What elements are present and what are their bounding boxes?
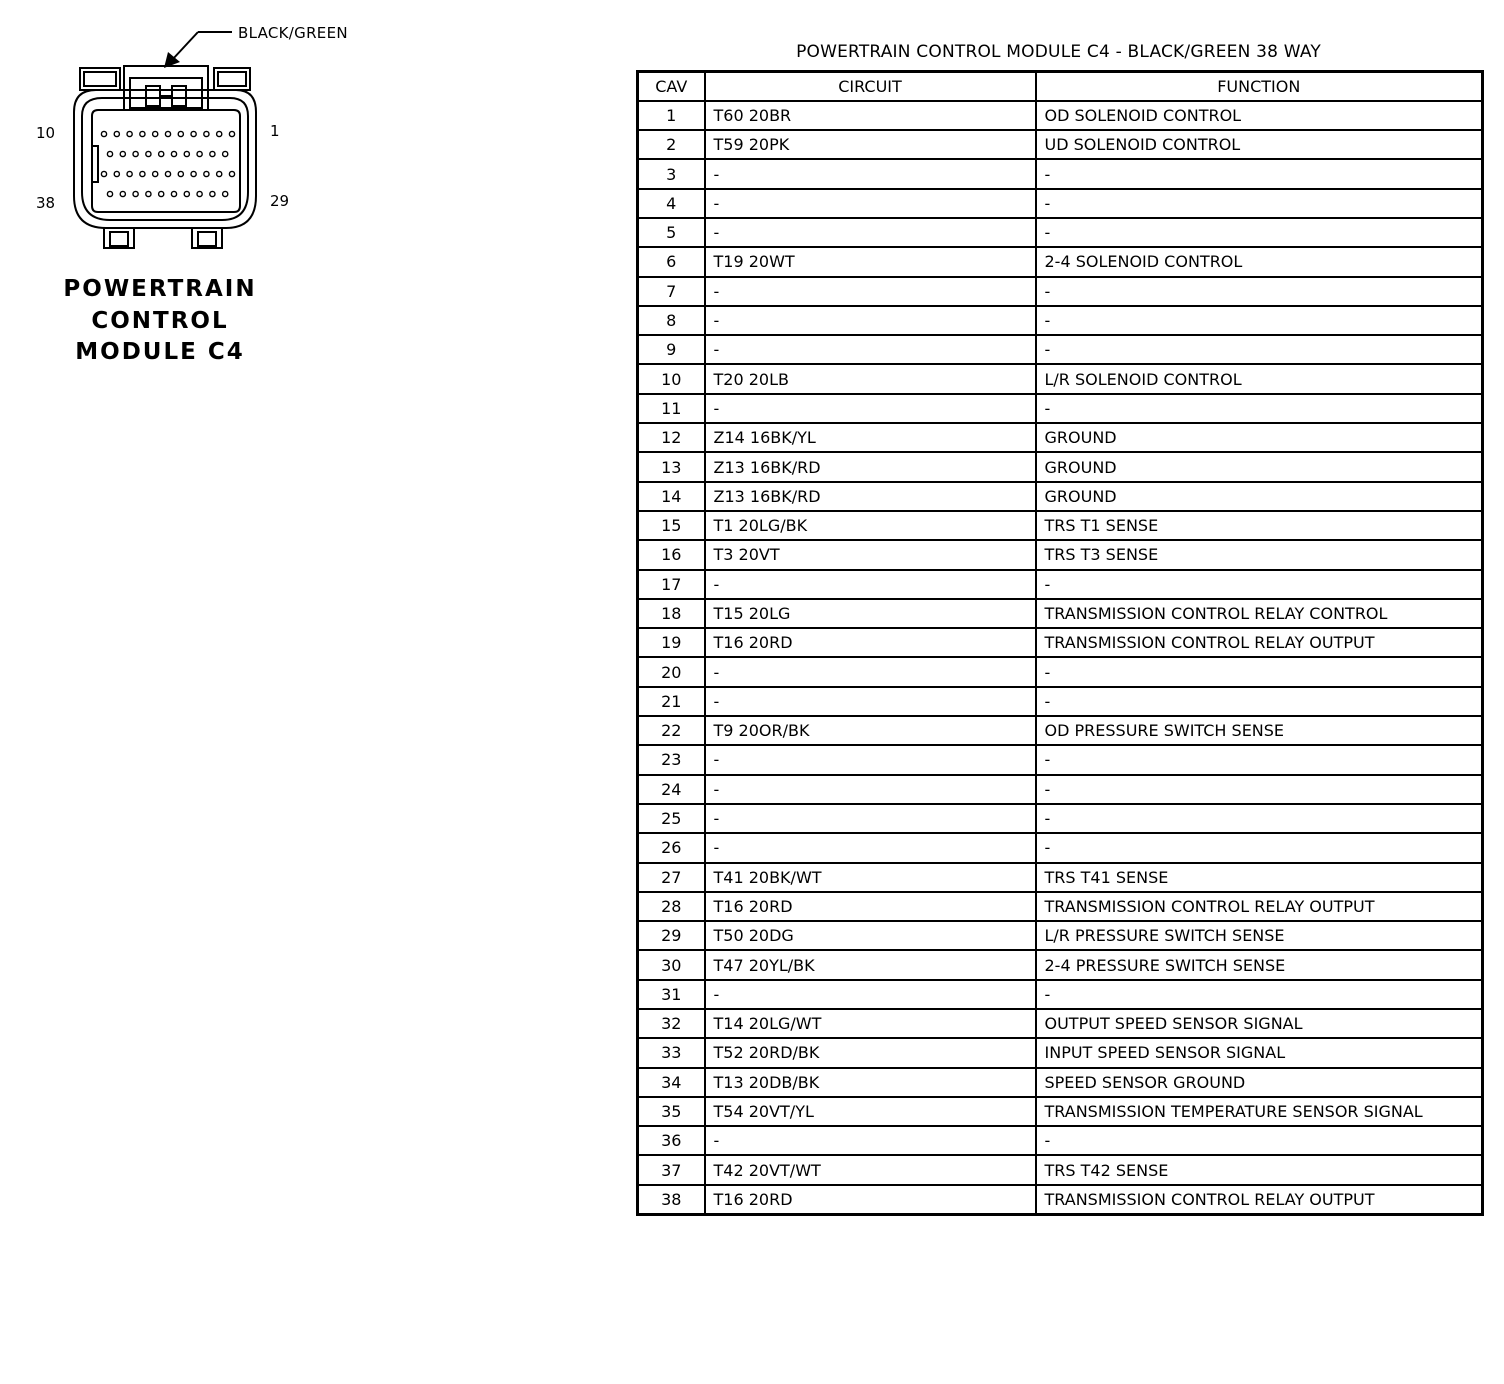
pin-hole (101, 131, 106, 136)
cell-cav: 4 (638, 189, 705, 218)
pin-hole (133, 191, 138, 196)
cell-cav: 3 (638, 159, 705, 188)
pin-hole (197, 191, 202, 196)
cell-circuit: T9 20OR/BK (705, 716, 1036, 745)
table-header-row (638, 72, 1483, 101)
cell-cav: 11 (638, 394, 705, 423)
cell-function: GROUND (1036, 452, 1483, 481)
cell-cav: 15 (638, 511, 705, 540)
pin-label-10: 10 (36, 124, 56, 142)
pinout-table-body (638, 101, 1483, 1214)
pin-hole (171, 191, 176, 196)
callout-leader-arrow (164, 32, 232, 68)
table-row (638, 833, 1483, 862)
table-row (638, 394, 1483, 423)
cell-function: OUTPUT SPEED SENSOR SIGNAL (1036, 1009, 1483, 1038)
pin-hole (107, 191, 112, 196)
table-row (638, 599, 1483, 628)
cell-circuit: T52 20RD/BK (705, 1038, 1036, 1067)
pin-hole (210, 151, 215, 156)
cell-function: - (1036, 687, 1483, 716)
pin-hole (229, 171, 234, 176)
cell-circuit: - (705, 745, 1036, 774)
cell-function: OD PRESSURE SWITCH SENSE (1036, 716, 1483, 745)
cell-cav: 1 (638, 101, 705, 130)
cell-circuit: - (705, 306, 1036, 335)
table-row (638, 775, 1483, 804)
cell-cav: 31 (638, 980, 705, 1009)
cell-circuit: T13 20DB/BK (705, 1068, 1036, 1097)
cell-circuit: Z14 16BK/YL (705, 423, 1036, 452)
cell-circuit: - (705, 775, 1036, 804)
cell-circuit: - (705, 980, 1036, 1009)
cell-function: - (1036, 570, 1483, 599)
cell-function: L/R SOLENOID CONTROL (1036, 364, 1483, 393)
cell-function: TRANSMISSION CONTROL RELAY OUTPUT (1036, 628, 1483, 657)
table-row (638, 1038, 1483, 1067)
pin-hole (120, 151, 125, 156)
pin-hole (223, 191, 228, 196)
cell-circuit: - (705, 1126, 1036, 1155)
cell-circuit: Z13 16BK/RD (705, 482, 1036, 511)
cell-cav: 38 (638, 1185, 705, 1214)
pin-hole (159, 191, 164, 196)
cell-function: - (1036, 775, 1483, 804)
header-function: FUNCTION (1036, 72, 1483, 101)
cell-function: - (1036, 1126, 1483, 1155)
table-row (638, 687, 1483, 716)
cell-function: - (1036, 394, 1483, 423)
table-row (638, 247, 1483, 276)
table-row (638, 364, 1483, 393)
cell-circuit: - (705, 570, 1036, 599)
pin-hole (229, 131, 234, 136)
pin-hole (184, 151, 189, 156)
table-row (638, 101, 1483, 130)
table-row (638, 482, 1483, 511)
cell-circuit: T47 20YL/BK (705, 950, 1036, 979)
cell-function: - (1036, 745, 1483, 774)
cell-cav: 24 (638, 775, 705, 804)
cell-cav: 36 (638, 1126, 705, 1155)
pin-hole (107, 151, 112, 156)
cell-function: TRANSMISSION TEMPERATURE SENSOR SIGNAL (1036, 1097, 1483, 1126)
cell-function: GROUND (1036, 423, 1483, 452)
pin-hole (197, 151, 202, 156)
table-row (638, 921, 1483, 950)
cell-circuit: T16 20RD (705, 1185, 1036, 1214)
cell-function: - (1036, 159, 1483, 188)
pinout-table (636, 70, 1484, 1216)
cell-function: GROUND (1036, 482, 1483, 511)
cell-cav: 25 (638, 804, 705, 833)
table-row (638, 277, 1483, 306)
table-row (638, 1185, 1483, 1214)
cell-function: TRS T1 SENSE (1036, 511, 1483, 540)
pin-hole (114, 171, 119, 176)
cell-function: UD SOLENOID CONTROL (1036, 130, 1483, 159)
table-row (638, 570, 1483, 599)
pin-hole (153, 131, 158, 136)
cell-circuit: - (705, 687, 1036, 716)
pin-hole (184, 191, 189, 196)
cell-function: - (1036, 189, 1483, 218)
cell-circuit: T19 20WT (705, 247, 1036, 276)
cell-cav: 18 (638, 599, 705, 628)
cell-cav: 17 (638, 570, 705, 599)
cell-function: TRANSMISSION CONTROL RELAY OUTPUT (1036, 1185, 1483, 1214)
cell-circuit: T50 20DG (705, 921, 1036, 950)
table-row (638, 1009, 1483, 1038)
cell-circuit: - (705, 277, 1036, 306)
cell-function: TRANSMISSION CONTROL RELAY OUTPUT (1036, 892, 1483, 921)
cell-function: - (1036, 277, 1483, 306)
cell-function: 2-4 PRESSURE SWITCH SENSE (1036, 950, 1483, 979)
pin-hole (165, 131, 170, 136)
cell-circuit: T3 20VT (705, 540, 1036, 569)
table-row (638, 1097, 1483, 1126)
table-row (638, 745, 1483, 774)
cell-circuit: - (705, 335, 1036, 364)
cell-cav: 5 (638, 218, 705, 247)
cell-function: - (1036, 335, 1483, 364)
pin-hole (140, 131, 145, 136)
cell-cav: 12 (638, 423, 705, 452)
cell-cav: 9 (638, 335, 705, 364)
pin-hole (217, 171, 222, 176)
cell-circuit: T59 20PK (705, 130, 1036, 159)
pin-hole (159, 151, 164, 156)
cell-function: - (1036, 657, 1483, 686)
pin-hole (140, 171, 145, 176)
pin-hole (178, 171, 183, 176)
table-row (638, 1068, 1483, 1097)
cell-cav: 20 (638, 657, 705, 686)
cell-function: - (1036, 833, 1483, 862)
cell-function: - (1036, 804, 1483, 833)
cell-circuit: T60 20BR (705, 101, 1036, 130)
cell-circuit: - (705, 833, 1036, 862)
pin-label-38: 38 (36, 194, 56, 212)
cell-cav: 14 (638, 482, 705, 511)
pin-hole (191, 171, 196, 176)
table-row (638, 1126, 1483, 1155)
cell-circuit: - (705, 159, 1036, 188)
pin-hole (223, 151, 228, 156)
header-circuit: CIRCUIT (705, 72, 1036, 101)
cell-cav: 28 (638, 892, 705, 921)
cell-function: 2-4 SOLENOID CONTROL (1036, 247, 1483, 276)
pin-hole (165, 171, 170, 176)
cell-cav: 16 (638, 540, 705, 569)
pin-hole (210, 191, 215, 196)
table-row (638, 657, 1483, 686)
table-row (638, 892, 1483, 921)
table-row (638, 423, 1483, 452)
table-row (638, 804, 1483, 833)
cell-function: TRS T41 SENSE (1036, 863, 1483, 892)
table-row (638, 335, 1483, 364)
pin-hole (127, 171, 132, 176)
pin-hole (133, 151, 138, 156)
pin-label-1: 1 (270, 122, 280, 140)
table-row (638, 511, 1483, 540)
cell-circuit: T16 20RD (705, 628, 1036, 657)
cell-circuit: T42 20VT/WT (705, 1155, 1036, 1184)
table-row (638, 540, 1483, 569)
table-row (638, 950, 1483, 979)
table-row (638, 306, 1483, 335)
cell-cav: 26 (638, 833, 705, 862)
cell-function: TRS T42 SENSE (1036, 1155, 1483, 1184)
cell-cav: 13 (638, 452, 705, 481)
pin-label-29: 29 (270, 192, 290, 210)
cell-cav: 6 (638, 247, 705, 276)
pin-hole (127, 131, 132, 136)
table-row (638, 863, 1483, 892)
cell-cav: 34 (638, 1068, 705, 1097)
cell-function: TRS T3 SENSE (1036, 540, 1483, 569)
cell-function: TRANSMISSION CONTROL RELAY CONTROL (1036, 599, 1483, 628)
cell-function: SPEED SENSOR GROUND (1036, 1068, 1483, 1097)
module-title-line-2: CONTROL (91, 308, 229, 334)
cell-circuit: - (705, 394, 1036, 423)
cell-function: INPUT SPEED SENSOR SIGNAL (1036, 1038, 1483, 1067)
pin-hole (153, 171, 158, 176)
pin-hole (171, 151, 176, 156)
cell-circuit: Z13 16BK/RD (705, 452, 1036, 481)
cell-cav: 22 (638, 716, 705, 745)
cell-circuit: T14 20LG/WT (705, 1009, 1036, 1038)
cell-cav: 2 (638, 130, 705, 159)
cell-circuit: T41 20BK/WT (705, 863, 1036, 892)
cell-cav: 19 (638, 628, 705, 657)
module-title-line-3: MODULE C4 (75, 339, 245, 365)
cell-cav: 29 (638, 921, 705, 950)
table-row (638, 980, 1483, 1009)
cell-cav: 32 (638, 1009, 705, 1038)
table-row (638, 716, 1483, 745)
cell-circuit: T1 20LG/BK (705, 511, 1036, 540)
connector-color-callout: BLACK/GREEN (238, 24, 348, 42)
pin-hole (178, 131, 183, 136)
pin-hole (204, 171, 209, 176)
table-row (638, 159, 1483, 188)
table-title: POWERTRAIN CONTROL MODULE C4 - BLACK/GREEN 38 WAY (796, 42, 1321, 62)
module-title-line-1: POWERTRAIN (63, 276, 257, 302)
cell-function: - (1036, 306, 1483, 335)
pin-hole (191, 131, 196, 136)
cell-circuit: T15 20LG (705, 599, 1036, 628)
cell-function: - (1036, 218, 1483, 247)
table-row (638, 452, 1483, 481)
cell-function: OD SOLENOID CONTROL (1036, 101, 1483, 130)
connector-shell (74, 66, 256, 248)
pin-hole (101, 171, 106, 176)
cell-circuit: T16 20RD (705, 892, 1036, 921)
table-row (638, 1155, 1483, 1184)
header-cav: CAV (638, 72, 705, 101)
cell-circuit: - (705, 189, 1036, 218)
cell-function: - (1036, 980, 1483, 1009)
cell-circuit: T54 20VT/YL (705, 1097, 1036, 1126)
cell-cav: 10 (638, 364, 705, 393)
pin-hole (146, 191, 151, 196)
cell-circuit: - (705, 657, 1036, 686)
cell-cav: 27 (638, 863, 705, 892)
cell-cav: 23 (638, 745, 705, 774)
cell-cav: 33 (638, 1038, 705, 1067)
cell-circuit: T20 20LB (705, 364, 1036, 393)
cell-cav: 37 (638, 1155, 705, 1184)
cell-cav: 21 (638, 687, 705, 716)
cell-circuit: - (705, 804, 1036, 833)
pin-hole (120, 191, 125, 196)
cell-cav: 30 (638, 950, 705, 979)
cell-cav: 35 (638, 1097, 705, 1126)
pin-hole (114, 131, 119, 136)
table-row (638, 189, 1483, 218)
pin-hole (217, 131, 222, 136)
cell-function: L/R PRESSURE SWITCH SENSE (1036, 921, 1483, 950)
pin-hole (204, 131, 209, 136)
cell-cav: 8 (638, 306, 705, 335)
cell-circuit: - (705, 218, 1036, 247)
connector-diagram (0, 0, 360, 380)
cell-cav: 7 (638, 277, 705, 306)
table-row (638, 218, 1483, 247)
table-row (638, 628, 1483, 657)
connector-pin-holes (101, 131, 234, 196)
table-row (638, 130, 1483, 159)
pin-hole (146, 151, 151, 156)
